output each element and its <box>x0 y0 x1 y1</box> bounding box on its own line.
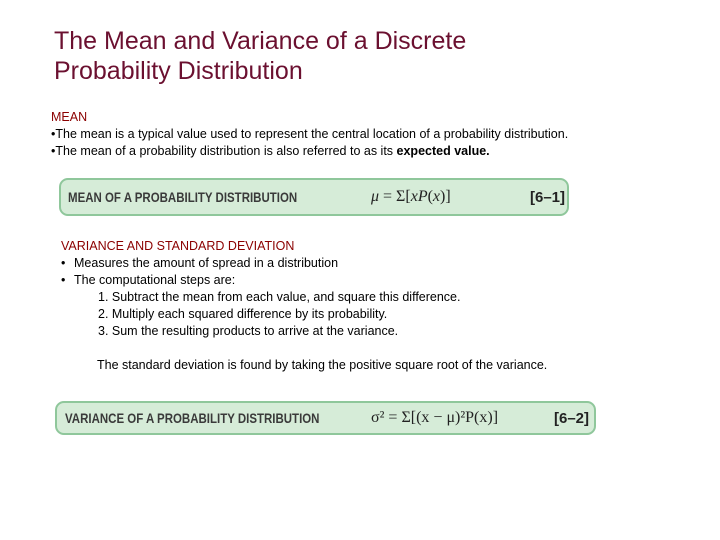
standard-deviation-note: The standard deviation is found by taking the positive square root of the variance. <box>97 358 548 372</box>
variance-step-2: 2. Multiply each squared difference by its probability. <box>98 307 388 321</box>
mean-section <box>51 109 568 160</box>
title-line-2: Probability Distribution <box>54 57 303 85</box>
variance-formula: σ² = Σ[(x − μ)²P(x)] <box>371 409 499 426</box>
mean-formula <box>371 188 451 206</box>
mu-symbol: μ <box>371 188 380 205</box>
expected-value-term: expected value. <box>396 144 490 158</box>
variance-heading: VARIANCE AND STANDARD DEVIATION <box>61 239 295 253</box>
variance-section <box>61 238 547 374</box>
variance-formula-label: VARIANCE OF A PROBABILITY DISTRIBUTION <box>65 410 320 426</box>
title-line-1: The Mean and Variance of a Discrete <box>54 27 467 55</box>
bullet-dot-icon: • <box>61 256 66 270</box>
variance-bullet-1-text: Measures the amount of spread in a distribution <box>74 256 339 270</box>
mean-formula-box <box>59 178 569 216</box>
mean-heading: MEAN <box>51 110 88 124</box>
mean-bullet-1 <box>51 126 568 143</box>
formula-x: x <box>410 188 418 205</box>
formula-paren-open: ( <box>427 188 433 205</box>
variance-bullet-1 <box>61 255 547 272</box>
mean-formula-label: MEAN OF A PROBABILITY DISTRIBUTION <box>68 189 298 205</box>
formula-p: P <box>417 188 428 205</box>
variance-formula-box <box>55 401 596 435</box>
bullet-dot-icon: • <box>61 273 66 287</box>
variance-step-3: 3. Sum the resulting products to arrive at the variance. <box>98 324 399 338</box>
mean-equation-number: [6–1] <box>530 188 566 206</box>
variance-bullet-2-text: The computational steps are: <box>74 273 236 287</box>
page-title <box>54 26 674 86</box>
formula-end: )] <box>440 188 451 205</box>
formula-sum: = Σ[ <box>379 188 411 205</box>
variance-bullet-2 <box>61 272 547 289</box>
mean-bullet-1-text: The mean is a typical value used to represent the central location of a probability distribution. <box>55 127 569 141</box>
variance-step-1: 1. Subtract the mean from each value, and square this difference. <box>98 290 461 304</box>
variance-equation-number: [6–2] <box>554 409 590 427</box>
mean-bullet-2-text: The mean of a probability distribution is also referred to as its <box>55 144 397 158</box>
formula-x2: x <box>432 188 441 205</box>
mean-bullet-2 <box>51 143 568 160</box>
